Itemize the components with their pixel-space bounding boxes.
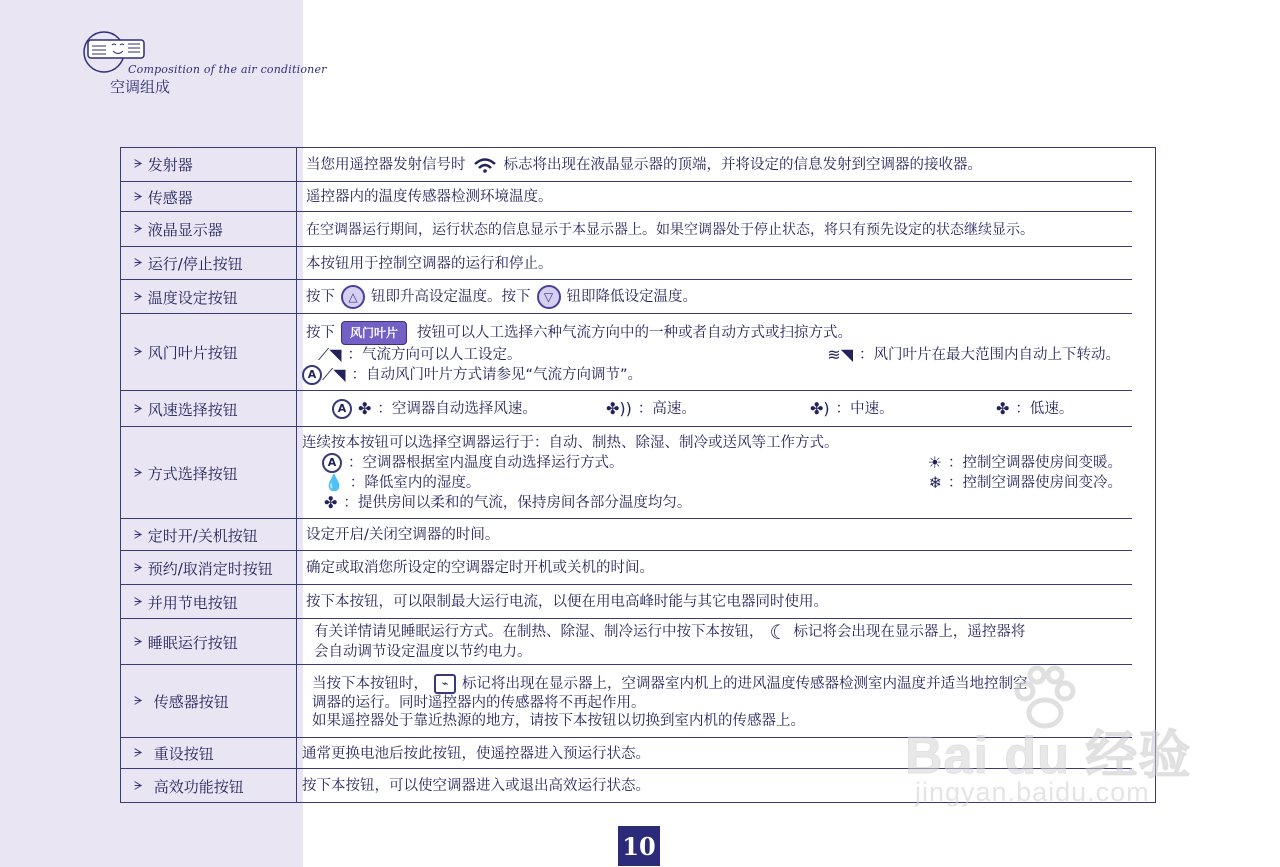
auto-louver-icon: A ⟋◥	[302, 365, 346, 385]
table-row	[120, 551, 1156, 585]
bullet-icon: ᗒ	[134, 289, 143, 304]
row-text: ：空调器自动选择风速。	[377, 401, 537, 417]
fan-icon: ✤	[358, 399, 372, 418]
bullet-icon: ᗒ	[134, 634, 143, 649]
table-row	[120, 147, 1156, 182]
row-text: 有关详情请见睡眠运行方式。在制热、除湿、制冷运行中按下本按钮，	[314, 624, 764, 640]
row-text: ：高速。	[637, 401, 696, 417]
row-text: 会自动调节设定温度以节约电力。	[314, 644, 532, 660]
row-text: 调器的运行。同时遥控器内的传感器将不再起作用。	[312, 694, 646, 711]
bullet-icon: ᗒ	[134, 256, 143, 270]
table-row	[120, 585, 1156, 619]
row-text: 标志将出现在液晶显示器的顶端，并将设定的信息发射到空调器的接收器。	[503, 156, 982, 173]
heat-sun-icon: ☀	[927, 453, 942, 472]
sleep-moon-icon: ☾	[769, 620, 788, 644]
row-label: 方式选择按钮	[147, 464, 238, 483]
logo-subtitle: Composition of the air conditioner	[128, 63, 327, 76]
table-row	[120, 280, 1156, 314]
bullet-icon: ᗒ	[134, 465, 143, 480]
row-text: 确定或取消您所设定的空调器定时开机或关机的时间。	[306, 560, 654, 576]
row-text: 按下本按钮，可以使空调器进入或退出高效运行状态。	[302, 778, 650, 794]
dry-drop-icon: 💧	[324, 473, 344, 492]
row-text: ：低速。	[1015, 401, 1074, 417]
table-row	[120, 619, 1156, 665]
row-label: 传感器	[147, 188, 193, 207]
temp-down-icon: ▽	[537, 285, 561, 309]
bullet-icon: ᗒ	[134, 594, 143, 609]
row-text: 钮即降低设定温度。	[566, 289, 697, 305]
bullet-icon: ᗒ	[134, 345, 143, 359]
row-label: 重设按钮	[153, 745, 214, 763]
row-text: ：自动风门叶片方式请参见“气流方向调节”。	[351, 366, 643, 383]
row-label: 温度设定按钮	[147, 288, 238, 307]
row-text: 按钮可以人工选择六种气流方向中的一种或者自动方式或扫掠方式。	[417, 324, 853, 341]
row-label: 运行/停止按钮	[147, 255, 243, 273]
row-text: 遥控器内的温度传感器检测环境温度。	[306, 189, 553, 205]
row-text: ：降低室内的湿度。	[349, 475, 481, 491]
table-row	[120, 769, 1156, 803]
table-row	[120, 247, 1156, 280]
row-text: 连续按本按钮可以选择空调器运行于：自动、制热、除湿、制冷或送风等工作方式。	[302, 435, 839, 451]
bullet-icon: ᗒ	[134, 401, 143, 416]
row-label: 风门叶片按钮	[147, 344, 238, 362]
bullet-icon: ᗒ	[134, 746, 143, 760]
table-row	[120, 738, 1156, 769]
row-label: 睡眠运行按钮	[147, 633, 238, 652]
temp-up-icon: △	[341, 285, 365, 309]
row-text: ：提供房间以柔和的气流，保持房间各部分温度均匀。	[343, 495, 692, 511]
fan-mid-icon: ✤)	[810, 399, 830, 418]
fan-low-icon: ✤	[996, 399, 1010, 418]
row-text: 本按钮用于控制空调器的运行和停止。	[306, 255, 553, 272]
cool-snowflake-icon: ❄	[928, 473, 942, 492]
row-label: 定时开/关机按钮	[147, 526, 258, 545]
row-text: 按下本按钮，可以限制最大运行电流，以便在用电高峰时能与其它电器同时使用。	[306, 594, 828, 610]
table-row	[120, 182, 1156, 212]
bullet-icon: ᗒ	[134, 527, 143, 542]
row-text: 在空调器运行期间，运行状态的信息显示于本显示器上。如果空调器处于停止状态，将只有预先设定的状态继续显示。	[306, 221, 1034, 238]
row-label: 预约/取消定时按钮	[147, 559, 273, 578]
signal-icon	[472, 157, 498, 173]
row-text: 按下	[306, 324, 335, 341]
bullet-icon: ᗒ	[134, 694, 143, 708]
bullet-icon: ᗒ	[134, 222, 143, 236]
watermark-url: jingyan.baidu.com	[915, 777, 1150, 807]
row-text: 标记将会出现在显示器上，遥控器将	[793, 624, 1026, 640]
sensor-mark-icon: ⌁	[434, 674, 456, 694]
row-text: 当您用遥控器发射信号时	[306, 156, 466, 173]
section-title: 空调组成	[110, 78, 171, 96]
row-text: 当按下本按钮时，	[312, 675, 428, 692]
row-label: 传感器按钮	[153, 693, 229, 711]
row-label: 风速选择按钮	[147, 400, 238, 419]
row-text: ：控制空调器使房间变暖。	[948, 455, 1122, 471]
row-text: 标记将出现在显示器上，空调器室内机上的进风温度传感器检测室内温度并适当地控制空	[462, 675, 1028, 692]
table-row	[120, 665, 1156, 738]
auto-mode-icon: A	[332, 399, 352, 419]
page-number: 10	[618, 826, 660, 866]
table-row	[120, 391, 1156, 427]
row-text: 设定开启/关闭空调器的时间。	[306, 527, 500, 543]
bullet-icon: ᗒ	[134, 189, 143, 204]
table-row	[120, 314, 1156, 391]
bullet-icon: ᗒ	[134, 778, 143, 793]
watermark-brand: Bai du 经验	[905, 727, 1192, 785]
row-label: 高效功能按钮	[153, 777, 244, 796]
row-text: ：空调器根据室内温度自动选择运行方式。	[348, 455, 624, 471]
row-text: ：中速。	[835, 401, 894, 417]
manual-louver-icon: ⟋◥	[318, 344, 342, 364]
auto-mode-icon: A	[322, 453, 342, 473]
fan-high-icon: ✤))	[606, 399, 632, 418]
row-text: 钮即升高设定温度。按下	[371, 289, 531, 305]
row-label: 液晶显示器	[147, 221, 223, 239]
row-text: ：控制空调器使房间变冷。	[948, 475, 1122, 491]
swing-louver-icon: ≋◥	[827, 344, 853, 364]
row-text: 如果遥控器处于靠近热源的地方，请按下本按钮以切换到室内机的传感器上。	[312, 712, 805, 729]
row-text: ：气流方向可以人工设定。	[347, 346, 522, 363]
fan-mode-icon: ✤	[324, 493, 338, 512]
row-text: 按下	[306, 289, 335, 305]
table-row	[120, 427, 1156, 519]
table-row	[120, 212, 1156, 247]
bullet-icon: ᗒ	[134, 157, 143, 171]
row-text: 通常更换电池后按此按钮，使遥控器进入预运行状态。	[302, 745, 650, 762]
row-label: 发射器	[147, 156, 193, 174]
table-row	[120, 519, 1156, 551]
bullet-icon: ᗒ	[134, 560, 143, 575]
louver-button-badge: 风门叶片	[341, 321, 407, 345]
row-text: ：风门叶片在最大范围内自动上下转动。	[859, 346, 1120, 363]
row-label: 并用节电按钮	[147, 593, 238, 612]
